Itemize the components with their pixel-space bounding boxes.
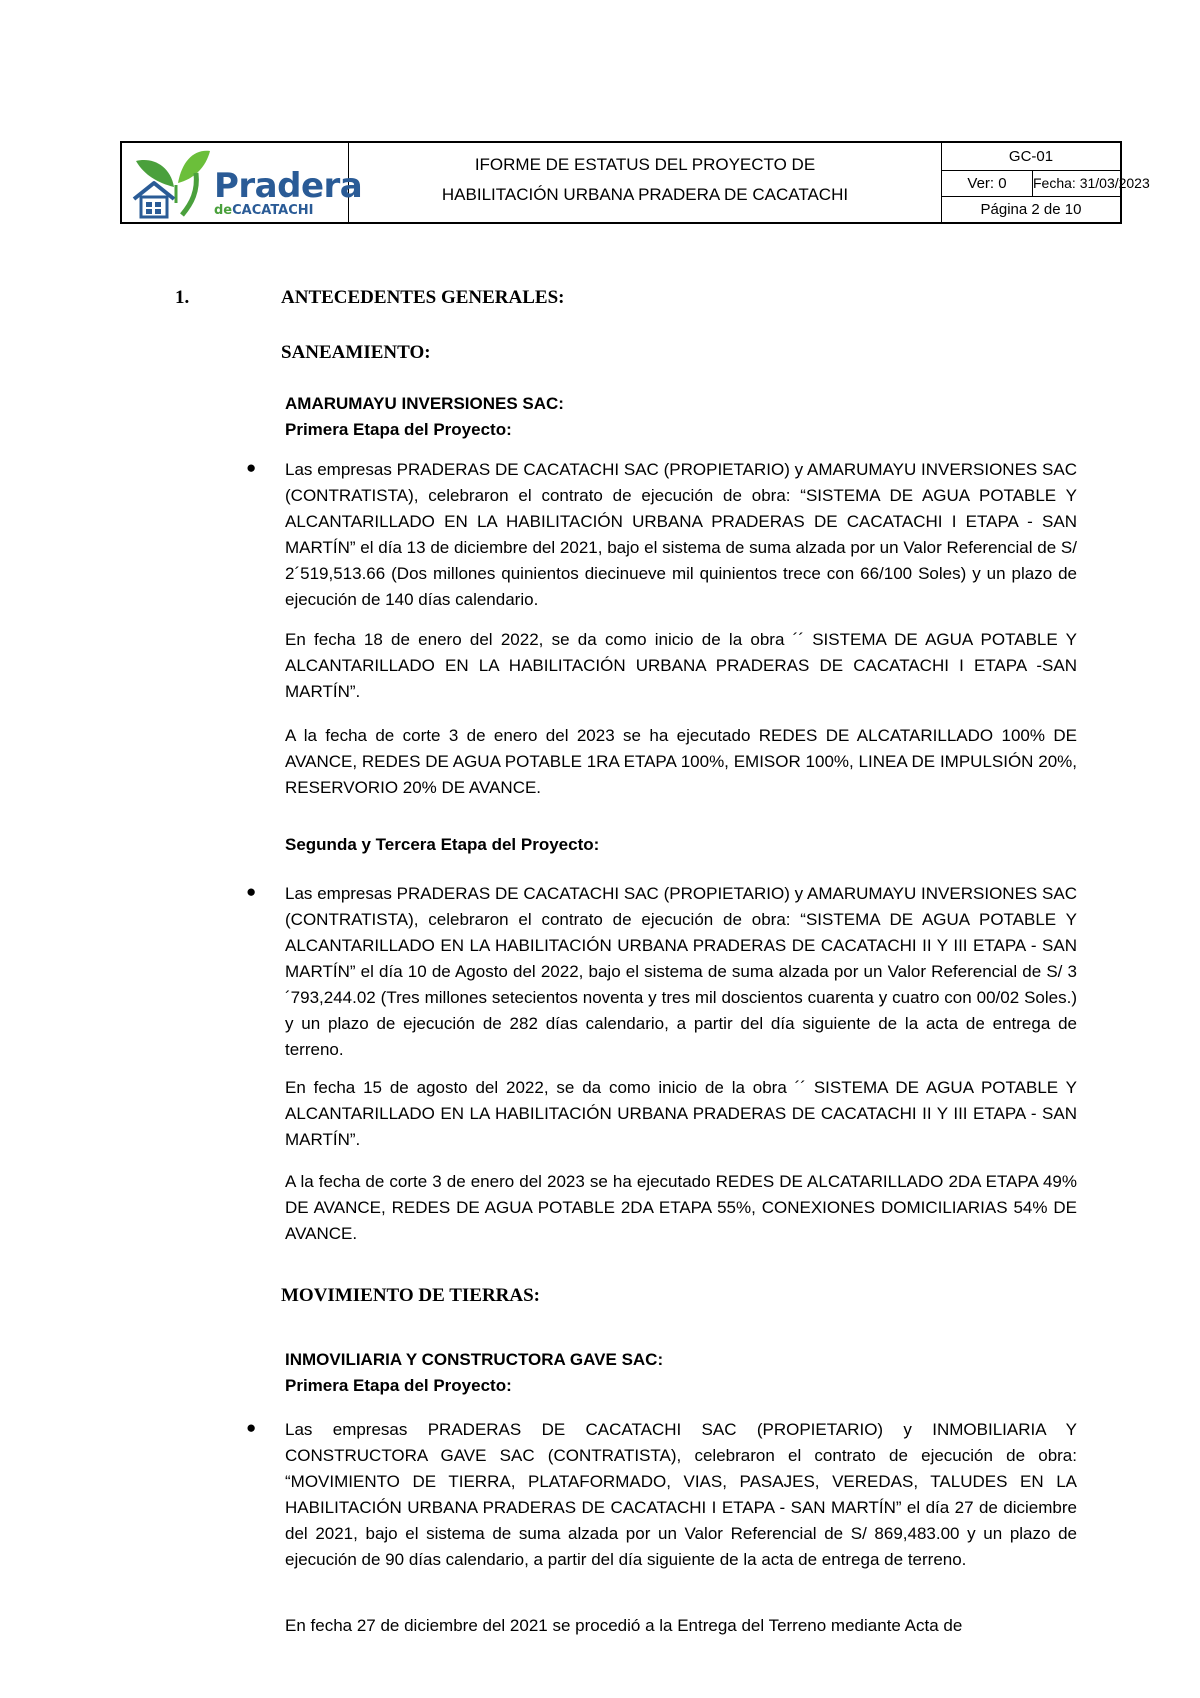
document-date: Fecha: 31/03/2023	[1033, 175, 1150, 191]
bullet-icon: ●	[246, 882, 257, 901]
paragraph-contrato-etapa1: Las empresas PRADERAS DE CACATACHI SAC (PROPIETARIO) y AMARUMAYU INVERSIONES SAC (CONTRATISTA), celebraron el contrato de ejecución de obra: “SISTEMA DE AGUA POTABLE Y ALCANTARILLADO EN LA HABILITACIÓN URBANA PRADERAS DE CACATACHI I ETAPA - SAN MARTÍN” el día 13 de diciembre del 2021, bajo el sistema de suma alzada por un Valor Referencial de S/ 2´519,513.66 (Dos millones quinientos diecinueve mil quinientos trece con 66/100 Soles) y un plazo de ejecución de 140 días calendario.	[285, 460, 1077, 609]
bullet-icon: ●	[246, 458, 257, 477]
document-header	[120, 141, 1150, 224]
document-version: Ver: 0	[942, 171, 1033, 196]
company-amarumayu: AMARUMAYU INVERSIONES SAC:	[285, 394, 564, 413]
report-title	[349, 143, 942, 222]
logo	[122, 143, 363, 222]
paragraph-inicio-etapa2: En fecha 15 de agosto del 2022, se da como inicio de la obra ´´ SISTEMA DE AGUA POTABLE Y ALCANTARILLADO EN LA HABILITACIÓN URBANA PRADERAS DE CACATACHI II Y III ETAPA - SAN MARTÍN”.	[285, 1078, 1077, 1149]
subheading-primera-etapa: Primera Etapa del Proyecto:	[285, 420, 512, 439]
heading-movimiento-tierras: MOVIMIENTO DE TIERRAS:	[281, 1285, 541, 1306]
logo-wordmark: Pradera	[214, 166, 363, 206]
subheading-segunda-tercera-etapa: Segunda y Tercera Etapa del Proyecto:	[285, 835, 600, 854]
heading-saneamiento: SANEAMIENTO:	[281, 342, 431, 363]
subheading-primera-etapa-movimiento: Primera Etapa del Proyecto:	[285, 1376, 512, 1395]
paragraph-contrato-movimiento: Las empresas PRADERAS DE CACATACHI SAC (PROPIETARIO) y INMOBILIARIA Y CONSTRUCTORA GAVE SAC (CONTRATISTA), celebraron el contrato de ejecución de obra: “MOVIMIENTO DE TIERRA, PLATAFORMADO, VIAS, PASAJES, VEREDAS, TALUDES EN LA HABILITACIÓN URBANA PRADERAS DE CACATACHI I ETAPA - SAN MARTÍN” el día 27 de diciembre del 2021, bajo el sistema de suma alzada por un Valor Referencial de S/ 869,483.00 y un plazo de ejecución de 90 días calendario, a partir del día siguiente de la acta de entrega de terreno.	[285, 1420, 1077, 1569]
paragraph-avance-etapa1: A la fecha de corte 3 de enero del 2023 se ha ejecutado REDES DE ALCATARILLADO 100% DE AVANCE, REDES DE AGUA POTABLE 1RA ETAPA 100%, EMISOR 100%, LINEA DE IMPULSIÓN 20%, RESERVORIO 20% DE AVANCE.	[285, 726, 1077, 797]
document-meta	[942, 143, 1150, 222]
company-gave: INMOVILIARIA Y CONSTRUCTORA GAVE SAC:	[285, 1350, 664, 1369]
document-code: GC-01	[942, 143, 1120, 171]
paragraph-avance-etapa2: A la fecha de corte 3 de enero del 2023 se ha ejecutado REDES DE ALCATARILLADO 2DA ETAPA 49% DE AVANCE, REDES DE AGUA POTABLE 2DA ETAPA 55%, CONEXIONES DOMICILIARIAS 54% DE AVANCE.	[285, 1172, 1077, 1243]
paragraph-contrato-etapa2: Las empresas PRADERAS DE CACATACHI SAC (PROPIETARIO) y AMARUMAYU INVERSIONES SAC (CONTRATISTA), celebraron el contrato de ejecución de obra: “SISTEMA DE AGUA POTABLE Y ALCANTARILLADO EN LA HABILITACIÓN URBANA PRADERAS DE CACATACHI II Y III ETAPA - SAN MARTÍN” el día 10 de Agosto del 2022, bajo el sistema de suma alzada por un Valor Referencial de S/ 3´793,244.02 (Tres millones setecientos noventa y tres mil doscientos cuarenta y cuatro con 00/02 Soles.) y un plazo de ejecución de 282 días calendario, a partir del día siguiente de la acta de entrega de terreno.	[285, 884, 1077, 1059]
page-number: Página 2 de 10	[980, 201, 1082, 218]
section-title: ANTECEDENTES GENERALES:	[281, 287, 565, 308]
bullet-icon: ●	[246, 1418, 257, 1437]
report-title-line1: IFORME DE ESTATUS DEL PROYECTO DE	[474, 155, 816, 174]
paragraph-entrega-terreno: En fecha 27 de diciembre del 2021 se procedió a la Entrega del Terreno mediante Acta de	[285, 1616, 963, 1635]
report-title-line2: HABILITACIÓN URBANA PRADERA DE CACATACHI	[441, 185, 849, 204]
logo-leaf-house-icon	[130, 143, 220, 222]
paragraph-inicio-etapa1: En fecha 18 de enero del 2022, se da como inicio de la obra ´´ SISTEMA DE AGUA POTABLE Y ALCANTARILLADO EN LA HABILITACIÓN URBANA PRADERAS DE CACATACHI I ETAPA -SAN MARTÍN”.	[285, 630, 1077, 701]
logo-subtitle: deCACATACHI	[214, 203, 314, 218]
section-number: 1.	[175, 287, 190, 308]
